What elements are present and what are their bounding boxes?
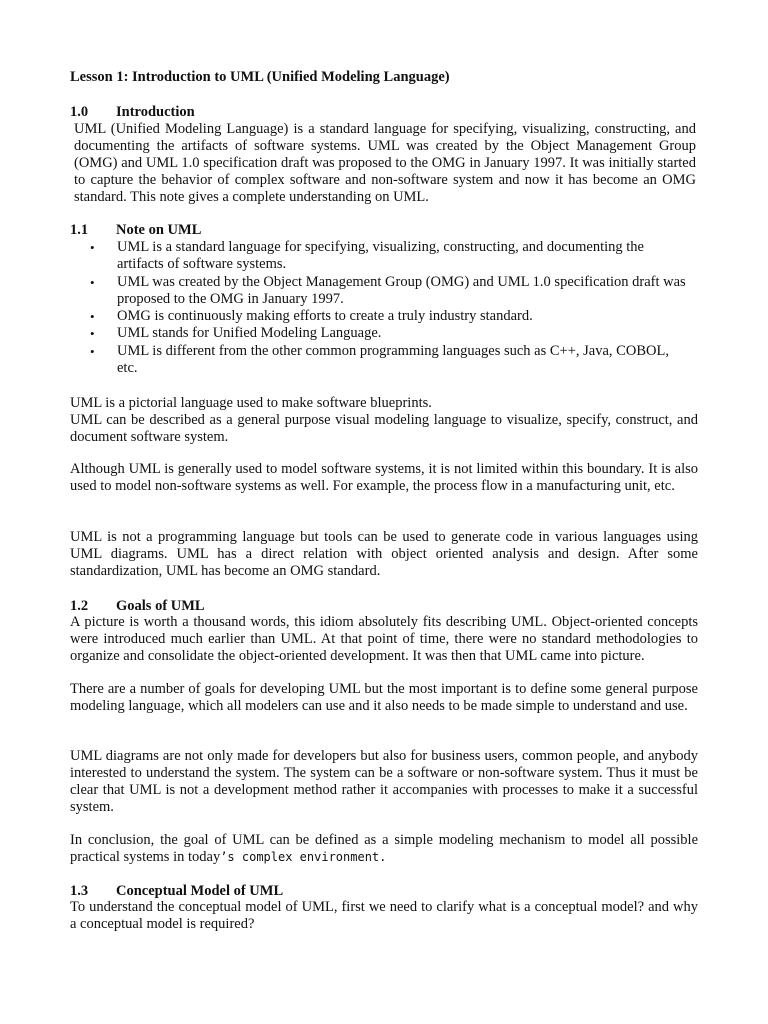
- paragraph-conclusion: In conclusion, the goal of UML can be defined as a simple modeling mechanism to model all possible practical systems in today’s complex environment.: [70, 832, 698, 865]
- section-number: 1.3: [70, 883, 89, 899]
- list-item: • OMG is continuously making efforts to create a truly industry standard.: [90, 308, 533, 325]
- section-title: Conceptual Model of UML: [116, 883, 284, 899]
- paragraph-goals: There are a number of goals for developing UML but the most important is to define some general purpose modeling language, which all modelers can use and it also needs to be made simple to understand and use.: [70, 681, 698, 714]
- section-heading-1-0: [70, 103, 195, 121]
- bullet-icon: •: [90, 343, 95, 359]
- section-number: 1.1: [70, 222, 89, 238]
- section-number: 1.2: [70, 598, 89, 614]
- section-heading-1-1: [70, 221, 201, 239]
- list-item: • UML was created by the Object Management Group (OMG) and UML 1.0 specification draft was proposed to the OMG in January 1997.: [90, 273, 686, 307]
- intro-paragraph: UML (Unified Modeling Language) is a standard language for specifying, visualizing, constructing, and documenting the artifacts of software systems. UML was created by the Object Management Group (OMG) and UML 1.0 specification draft was proposed to the OMG in January 1997. It was initially started to capture the behavior of complex software and non-software system and now it has become an OMG standard. This note gives a complete understanding on UML.: [74, 121, 696, 205]
- bullet-icon: •: [90, 309, 95, 325]
- list-item: • UML is different from the other common programming languages such as C++, Java, COBOL, etc.: [90, 342, 669, 377]
- section-heading-1-3: [70, 882, 283, 900]
- paragraph-scope: Although UML is generally used to model software systems, it is not limited within this boundary. It is also used to model non-software systems as well. For example, the process flow in a manufacturing unit, etc.: [70, 461, 698, 494]
- section-title: Goals of UML: [116, 598, 205, 614]
- paragraph-picture-idiom: A picture is worth a thousand words, this idiom absolutely fits describing UML. Object-oriented concepts were introduced much earlier than UML. At that point of time, there were no standard methodologies to organize and consolidate the object-oriented development. It was then that UML came into picture.: [70, 614, 698, 664]
- paragraph-blueprints: UML is a pictorial language used to make software blueprints. UML can be described as a general purpose visual modeling language to visualize, specify, construct, and document software system.: [70, 395, 698, 445]
- paragraph-conceptual-model: To understand the conceptual model of UML, first we need to clarify what is a conceptual model? and why a conceptual model is required?: [70, 899, 698, 932]
- list-item: • UML stands for Unified Modeling Language.: [90, 325, 382, 342]
- paragraph-audience: UML diagrams are not only made for developers but also for business users, common people, and anybody interested to understand the system. The system can be a software or non-software system. Thus it must be clear that UML is not a development method rather it accompanies with processes to make it a successful system.: [70, 748, 698, 815]
- section-title: Introduction: [116, 104, 195, 120]
- section-heading-1-2: [70, 597, 205, 615]
- bullet-icon: •: [90, 240, 95, 255]
- bullet-icon: •: [90, 274, 95, 290]
- note-bullet-list: [90, 239, 690, 377]
- bullet-icon: •: [90, 326, 95, 342]
- paragraph-not-programming: UML is not a programming language but tools can be used to generate code in various languages using UML diagrams. UML has a direct relation with object oriented analysis and design. After some standardization, UML has become an OMG standard.: [70, 529, 698, 579]
- section-title: Note on UML: [116, 222, 202, 238]
- list-item: • UML is a standard language for specifying, visualizing, constructing, and documenting the artifacts of software systems.: [90, 239, 644, 273]
- lesson-title: Lesson 1: Introduction to UML (Unified Modeling Language): [70, 69, 450, 85]
- section-number: 1.0: [70, 104, 89, 120]
